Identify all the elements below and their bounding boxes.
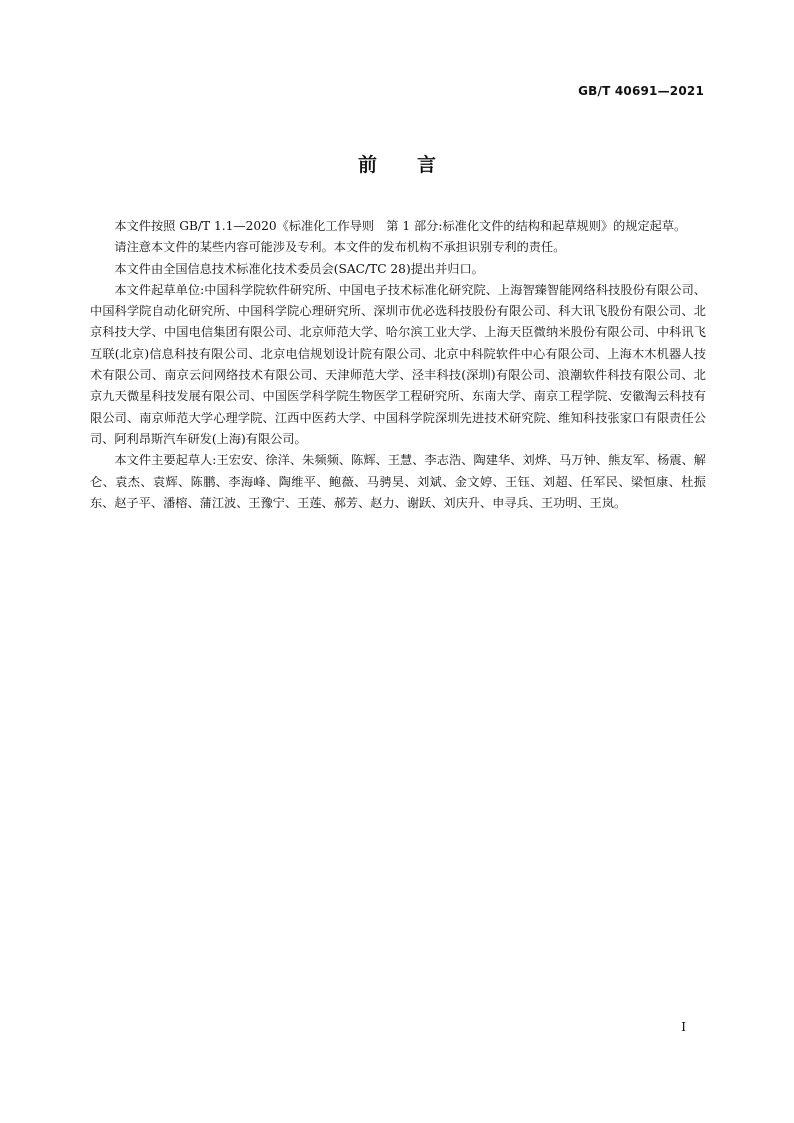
paragraph-drafting-units: 本文件起草单位:中国科学院软件研究所、中国电子技术标准化研究院、上海智臻智能网络科技股份有限公司、中国科学院自动化研究所、中国科学院心理研究所、深圳市优必选科技股份有限公司、科大讯飞股份有限公司、北京科技大学、中国电信集团有限公司、北京师范大学、哈尔滨工业大学、上海天臣微纳米股份有限公司、中科讯飞互联(北京)信息科技有限公司、北京电信规划设计院有限公司、北京中科院软件中心有限公司、上海木木机器人技术有限公司、南京云问网络技术有限公司、天津师范大学、泾丰科技(深圳)有限公司、浪潮软件科技有限公司、北京九天微星科技发展有限公司、中国医学科学院生物医学工程研究所、东南大学、南京工程学院、安徽淘云科技有限公司、南京师范大学心理学院、江西中医药大学、中国科学院深圳先进技术研究院、维知科技张家口有限责任公司、阿利昂斯汽车研发(上海)有限公司。: [90, 282, 706, 446]
paragraph-drafting-rules: 本文件按照 GB/T 1.1—2020《标准化工作导则 第 1 部分:标准化文件的结构和起草规则》的规定起草。: [114, 219, 687, 233]
foreword-body: [90, 216, 706, 514]
standard-number: GB/T 40691—2021: [578, 84, 704, 98]
paragraph-patent-notice: 请注意本文件的某些内容可能涉及专利。本文件的发布机构不承担识别专利的责任。: [114, 240, 566, 255]
paragraph-drafters: 本文件主要起草人:王宏安、徐洋、朱频频、陈辉、王慧、李志浩、陶建华、刘烨、马万钟、熊友军、杨震、解仑、袁杰、袁辉、陈鹏、李海峰、陶维平、鲍薇、马骋昊、刘斌、金文婷、王钰、刘超、任军民、梁恒康、杜振东、赵子平、潘榕、蒲江波、王豫宁、王莲、郝芳、赵力、谢跃、刘庆升、申寻兵、王功明、王岚。: [90, 453, 706, 510]
page-number: I: [681, 1020, 686, 1034]
page-title: 前言: [357, 154, 476, 176]
paragraph-committee: 本文件由全国信息技术标准化技术委员会(SAC/TC 28)提出并归口。: [114, 261, 484, 276]
